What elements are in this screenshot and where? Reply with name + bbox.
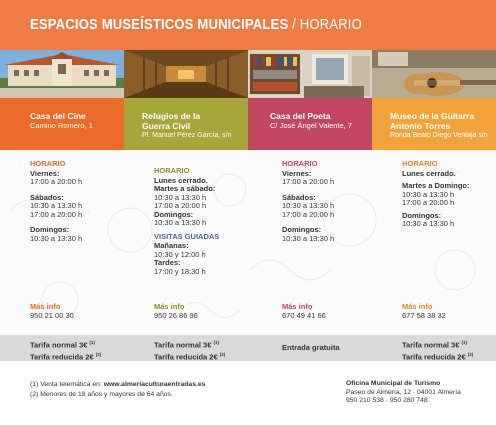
- venue-address: Ronda Beato Diego Ventaja s/n: [390, 132, 488, 139]
- guided-line: 17:00 y 18:30 h: [154, 266, 206, 276]
- schedule-time: 10:30 a 13:30 h: [30, 201, 83, 210]
- schedule-line: 10:30 a 13:30 h: [154, 218, 207, 227]
- tariff-refugios: [154, 338, 225, 362]
- tariff-casa-del-poeta: [282, 343, 340, 353]
- venue-name-line2: Antonio Torres: [390, 121, 451, 131]
- more-info-refugios: [154, 302, 198, 320]
- venue-name-line1: Refugios de la: [142, 111, 201, 121]
- schedule-time: 10:30 a 13:30 h: [282, 201, 335, 210]
- venue-label-refugios: [124, 98, 248, 150]
- schedule-line: Lunes cerrado.: [402, 168, 456, 178]
- schedule-time: 17:00 a 20:00 h: [30, 177, 83, 186]
- footnotes: [30, 380, 205, 400]
- venue-name: Casa del Cine: [30, 111, 86, 121]
- office-phones[interactable]: 950 210 538 · 950 280 748: [346, 397, 428, 404]
- office-address: Paseo de Almería, 12 · 04001 Almería: [346, 388, 461, 396]
- more-info-casa-del-poeta: [282, 302, 326, 320]
- schedule-line: Domingos:: [402, 210, 442, 220]
- guided-line: Mañanas:: [154, 241, 189, 250]
- guided-line: 10:30 y 12:00 h: [154, 249, 206, 259]
- schedule-day: Domingos:: [30, 225, 70, 234]
- tariff-normal: Tarifa normal 3€ $^{(1)}$: [30, 340, 95, 350]
- guided-line: Tardes:: [154, 258, 181, 267]
- venue-label-museo-guitarra: [372, 98, 496, 150]
- schedule-day: Viernes:: [282, 168, 312, 178]
- schedule-line: 17:00 a 20:00 h: [402, 198, 455, 207]
- venue-name: Casa del Poeta: [270, 111, 331, 121]
- venue-name-line2: Guerra Civil: [142, 121, 191, 131]
- tariff-casa-del-cine: [30, 338, 101, 362]
- schedule-line: Martes a Domingo:: [402, 181, 470, 190]
- phone-number[interactable]: 677 58 38 32: [402, 311, 446, 320]
- schedule-time: 17:00 a 20:00 h: [30, 209, 83, 219]
- more-info-label: Más info: [402, 302, 433, 311]
- tariff-museo-guitarra: [402, 338, 473, 362]
- more-info-casa-del-cine: [30, 302, 74, 320]
- schedule-day: Viernes:: [30, 168, 60, 178]
- footnote-2: (2) Menores de 18 años y mayores de 64 años.: [30, 391, 173, 398]
- venue-address: Camino Romero, 1: [30, 121, 93, 130]
- more-info-label: Más info: [154, 302, 185, 311]
- schedule-time: 10:30 a 13:30 h: [30, 233, 83, 243]
- schedule-heading: HORARIO: [30, 159, 66, 168]
- guided-visits-heading: VISITAS GUIADAS: [154, 231, 220, 241]
- venue-address: C/ José Ángel Valente, 7: [270, 121, 352, 130]
- schedule-line: 10:30 a 13:30 h: [402, 219, 455, 228]
- page-title: ESPACIOS MUSEÍSTICOS MUNICIPALES / HORARIO: [30, 17, 362, 33]
- photo-casa-del-poeta: [248, 50, 372, 98]
- schedule-casa-del-cine: [30, 160, 150, 243]
- schedule-museo-guitarra: [402, 160, 496, 229]
- schedule-line: Martes a sábado:: [154, 184, 216, 193]
- schedule-line: Lunes cerrado.: [154, 175, 208, 185]
- photo-museo-guitarra: [372, 50, 496, 98]
- schedule-heading: HORARIO: [402, 159, 438, 168]
- schedule-day: Domingos:: [282, 225, 322, 234]
- ticket-sales-link[interactable]: www.almeriaculturaentradas.es: [103, 381, 206, 388]
- tariff-normal: Tarifa normal 3€ $^{(1)}$: [402, 340, 467, 350]
- tourism-office: [346, 380, 461, 406]
- schedule-day: Sábados:: [282, 192, 316, 202]
- venue-address: Pl. Manuel Pérez García, s/n: [142, 132, 232, 139]
- schedule-line: 10:30 a 13:30 h: [154, 192, 207, 202]
- phone-number[interactable]: 670 49 41 66: [282, 311, 326, 320]
- schedule-line: 17:00 a 20:00 h: [154, 201, 207, 210]
- more-info-museo-guitarra: [402, 302, 446, 320]
- footnote-1: (1) Venta telemática en: www.almeriaculturaentradas.es: [30, 381, 206, 388]
- photo-refugios: [124, 50, 248, 98]
- schedule-heading: HORARIO: [282, 159, 318, 168]
- tariff-normal: Tarifa normal 3€ $^{(1)}$: [154, 340, 219, 350]
- tariff-reduced: Tarifa reducida 2€ $^{(2)}$: [30, 352, 102, 362]
- schedule-line: Domingos:: [154, 209, 194, 219]
- schedule-time: 17:00 a 20:00 h: [282, 209, 335, 219]
- schedule-line: 10:30 a 13:30 h: [402, 189, 455, 199]
- phone-number[interactable]: 950 26 86 96: [154, 311, 198, 320]
- more-info-label: Más info: [30, 302, 61, 311]
- schedule-casa-del-poeta: [282, 160, 402, 243]
- photo-casa-del-cine: [0, 50, 124, 98]
- schedule-time: 10:30 a 13:30 h: [282, 233, 335, 243]
- schedule-day: Sábados:: [30, 192, 64, 202]
- venue-label-casa-del-cine: [0, 98, 124, 150]
- schedule-refugios: [154, 167, 274, 276]
- schedule-time: 17:00 a 20:00 h: [282, 177, 335, 186]
- more-info-label: Más info: [282, 302, 313, 311]
- phone-number[interactable]: 950 21 00 30: [30, 311, 74, 320]
- venue-name-line1: Museo de la Guitarra: [390, 111, 475, 121]
- tariff-reduced: Tarifa reducida 2€ $^{(2)}$: [402, 352, 474, 362]
- venue-label-casa-del-poeta: [248, 98, 372, 150]
- header-bar: [0, 0, 496, 50]
- venue-photos: [0, 50, 496, 98]
- schedule-heading: HORARIO: [154, 166, 190, 175]
- office-name: Oficina Municipal de Turismo: [346, 380, 441, 387]
- tariff-free: Entrada gratuita: [282, 343, 340, 352]
- tariff-reduced: Tarifa reducida 2€ $^{(2)}$: [154, 352, 226, 362]
